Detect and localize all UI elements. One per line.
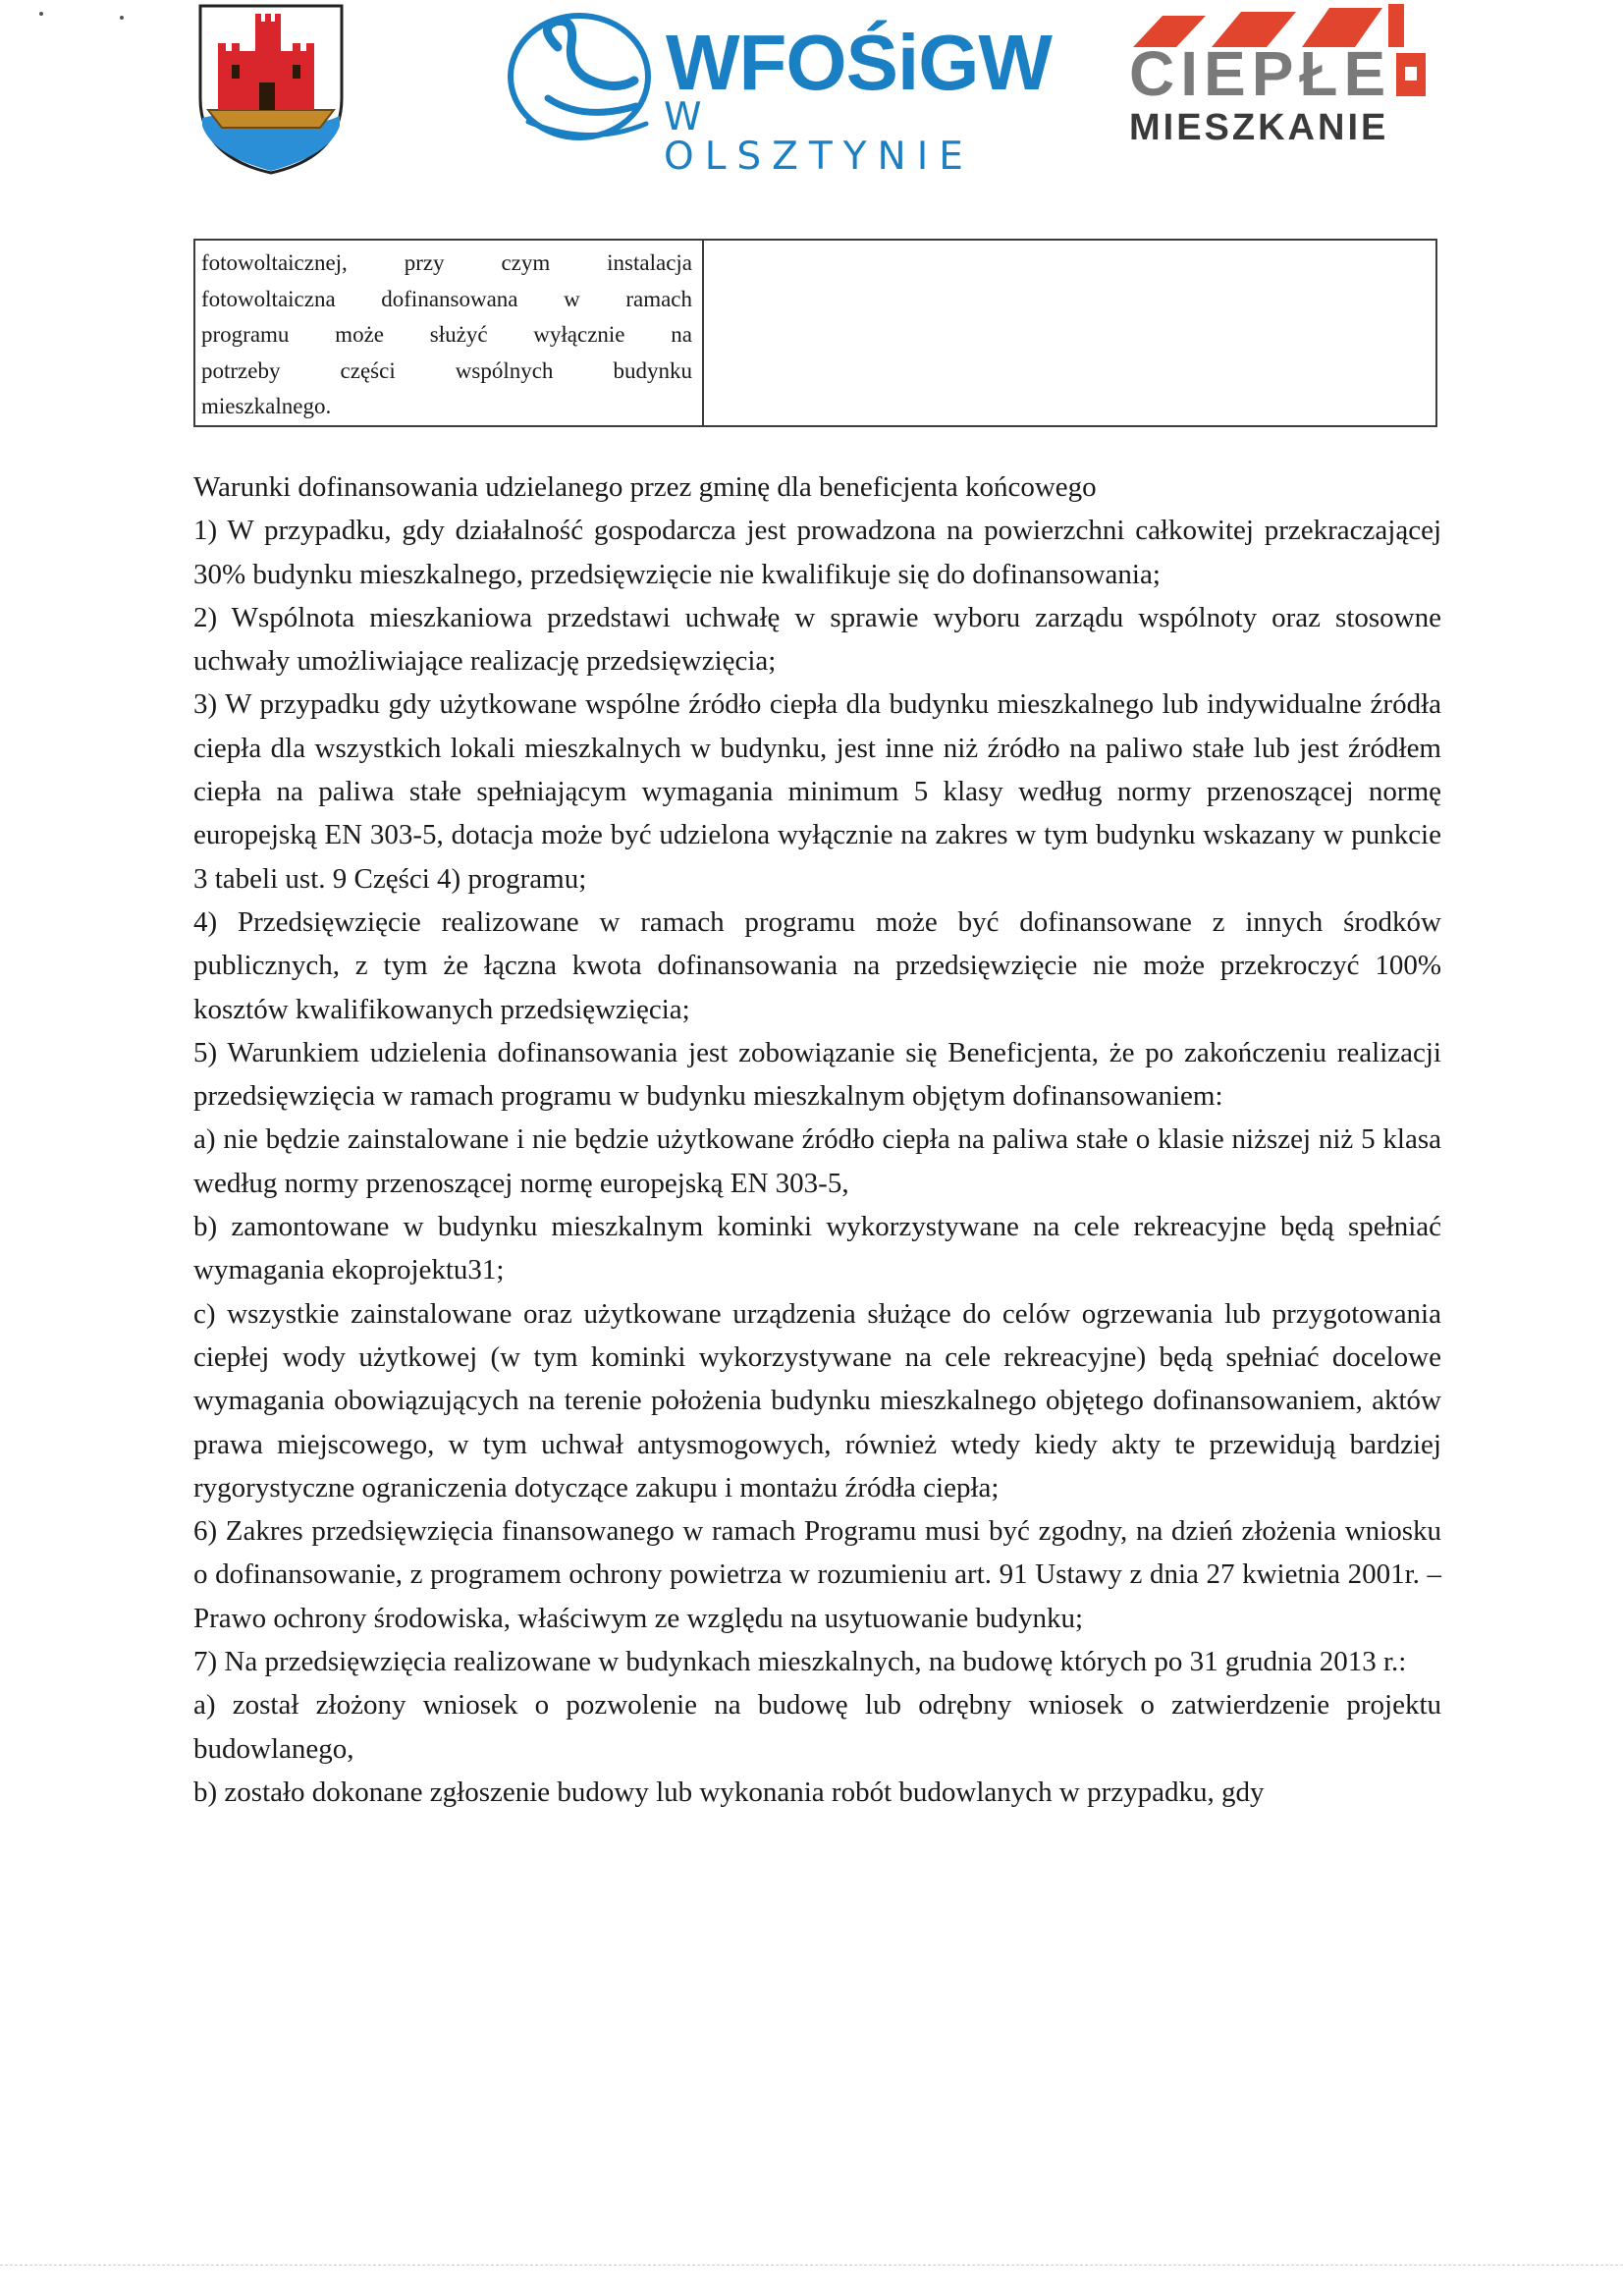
town-coat-of-arms-icon [192, 0, 350, 177]
wfosigw-logo [499, 8, 1052, 179]
cell-line: programu może służyć wyłącznie na [201, 322, 692, 347]
condition-7: 7) Na przedsięwzięcia realizowane w budynkach mieszkalnych, na budowę których po 31 grudnia 2013 r.: [193, 1646, 1407, 1678]
document-body [193, 465, 1441, 1814]
condition-5: 5) Warunkiem udzielenia dofinansowania jest zobowiązanie się Beneficjenta, że po zakończeniu realizacji przedsięwzięcia w ramach programu w budynku mieszkalnym objętym dofinansowaniem: [193, 1036, 1441, 1113]
condition-7b: b) zostało dokonane zgłoszenie budowy lub wykonania robót budowlanych w przypadku, gdy [193, 1776, 1265, 1808]
section-heading: Warunki dofinansowania udzielanego przez gminę dla beneficjenta końcowego [193, 471, 1097, 503]
mieszkanie-word: MIESZKANIE [1129, 107, 1389, 148]
condition-5b: b) zamontowane w budynku mieszkalnym kominki wykorzystywane na cele rekreacyjne będą spełniać wymagania ekoprojektu31; [193, 1211, 1441, 1286]
cell-line: potrzeby części wspólnych budynku [201, 357, 692, 383]
swan-logo-icon [499, 8, 666, 155]
table-row [194, 240, 1436, 426]
condition-4: 4) Przedsięwzięcie realizowane w ramach programu może być dofinansowane z innych środków publicznych, z tym że łączna kwota dofinansowania na przedsięwzięcie nie może przekroczyć 100% kosztów kwalifikowanych przedsięwzięcia; [193, 905, 1441, 1025]
condition-5a: a) nie będzie zainstalowane i nie będzie użytkowane źródło ciepła na paliwa stałe o klasie niższej niż 5 klasa według normy przenoszącej normę europejską EN 303-5, [193, 1123, 1441, 1199]
cell-line: fotowoltaicznej, przy czym instalacja [201, 250, 692, 275]
wfosigw-subtitle: W OLSZTYNIE [664, 95, 974, 179]
cell-line: mieszkalnego. [201, 394, 332, 418]
table-cell-left [194, 240, 703, 426]
table-cell-text [195, 241, 702, 425]
cieple-word: CIEPŁE [1129, 38, 1392, 109]
cell-line: fotowoltaiczna dofinansowana w ramach [201, 286, 692, 311]
condition-5c: c) wszystkie zainstalowane oraz użytkowane urządzenia służące do celów ogrzewania lub przygotowania ciepłej wody użytkowej (w tym kominki wykorzystywane na cele rekreacyjne) będą spełniać docelowe wymagania obowiązujących na terenie położenia budynku mieszkalnego objętego dofinansowaniem, aktów prawa miejscowego, w tym uchwał antysmogowych, również wtedy kiedy akty te przewidują bardziej rygorystyczne ograniczenia dotyczące zakupu i montażu źródła ciepła; [193, 1297, 1441, 1503]
table-fragment [193, 239, 1437, 427]
condition-3: 3) W przypadku gdy użytkowane wspólne źródło ciepła dla budynku mieszkalnego lub indywidualne źródła ciepła dla wszystkich lokali mieszkalnych w budynku, jest inne niż źródło na paliwo stałe lub jest źródłem ciepła na paliwa stałe spełniającym wymagania minimum 5 klasy według normy przenoszącej normę europejską EN 303-5, dotacja może być udzielona wyłącznie na zakres w tym budynku wskazany w punkcie 3 tabeli ust. 9 Części 4) programu; [193, 688, 1441, 895]
cieple-mieszkanie-logo [1129, 4, 1443, 151]
condition-2: 2) Wspólnota mieszkaniowa przedstawi uchwałę w sprawie wyboru zarządu wspólnoty oraz stosowne uchwały umożliwiające realizację przedsięwzięcia; [193, 601, 1441, 678]
condition-1: 1) W przypadku, gdy działalność gospodarcza jest prowadzona na powierzchni całkowitej przekraczającej 30% budynku mieszkalnego, przedsięwzięcie nie kwalifikuje się do dofinansowania; [193, 515, 1441, 590]
scan-speck [120, 16, 124, 20]
scan-edge-line [0, 2265, 1623, 2266]
wfosigw-title: WFOŚiGW [666, 19, 1052, 106]
table-cell-right [703, 240, 1436, 426]
brand-square-inner [1405, 67, 1417, 81]
condition-7a: a) został złożony wniosek o pozwolenie na budowę lub odrębny wniosek o zatwierdzenie projektu budowlanego, [193, 1689, 1441, 1765]
condition-6: 6) Zakres przedsięwzięcia finansowanego w ramach Programu musi być zgodny, na dzień złożenia wniosku o dofinansowanie, z programem ochrony powietrza w rozumieniu art. 91 Ustawy z dnia 27 kwietnia 2001r. – Prawo ochrony środowiska, właściwym ze względu na usytuowanie budynku; [193, 1515, 1441, 1634]
scan-speck [39, 12, 43, 16]
coat-of-arms-logo [192, 0, 350, 177]
